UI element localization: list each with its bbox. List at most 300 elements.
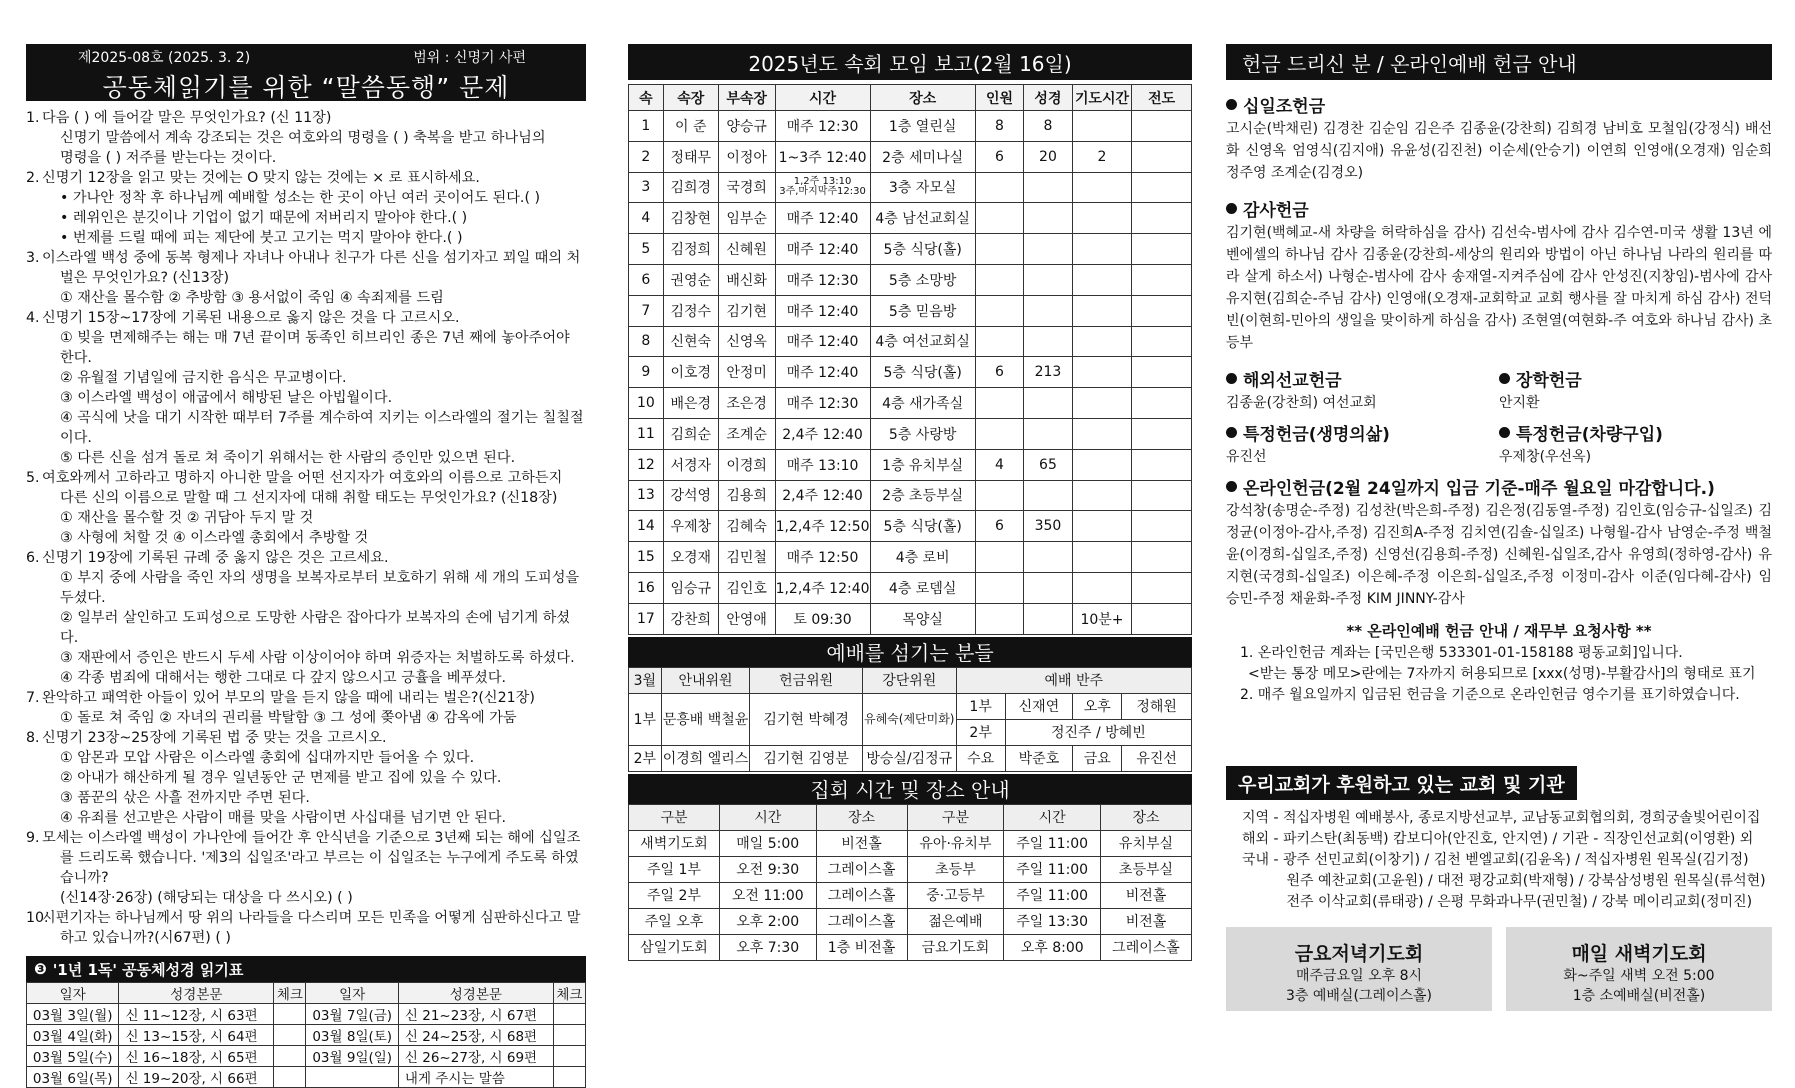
question-line bbox=[26, 388, 586, 408]
reading-col-header: 체크 bbox=[274, 983, 306, 1004]
meeting-cell: 오경재 bbox=[663, 542, 718, 573]
meeting-cell: 매주 12:50 bbox=[775, 542, 870, 573]
support-line: 전주 이삭교회(류태광) / 은평 무화과나무(권민철) / 강북 메이리교회(정미진) bbox=[1242, 894, 1753, 910]
duty-name: 박준호 bbox=[1005, 745, 1073, 771]
meeting-cell bbox=[1024, 603, 1072, 634]
question-line bbox=[26, 708, 586, 728]
meeting-cell: 5층 믿음방 bbox=[870, 295, 975, 326]
duty-label: 2부 bbox=[956, 719, 1005, 745]
meeting-row bbox=[629, 572, 1192, 603]
offering-names: 김기현 김영분 bbox=[750, 745, 863, 771]
question-line bbox=[26, 568, 586, 608]
meeting-cell: 5층 식당(홀) bbox=[870, 511, 975, 542]
question-line bbox=[26, 288, 586, 308]
question-line bbox=[26, 308, 586, 328]
schedule-cell: 주일 11:00 bbox=[1004, 856, 1101, 882]
question-number bbox=[26, 748, 42, 768]
schedule-row bbox=[629, 830, 1192, 856]
question-number bbox=[26, 228, 42, 248]
question-text: ② 일부러 살인하고 도피성으로 도망한 사람은 잡아다가 보복자의 손에 넘기게 하셨다. bbox=[60, 610, 571, 646]
question-number bbox=[26, 128, 42, 148]
meeting-cell: 4층 로비 bbox=[870, 542, 975, 573]
meeting-col-header: 장소 bbox=[870, 85, 975, 111]
meeting-cell: 16 bbox=[629, 572, 664, 603]
schedule-cell: 그레이스홀 bbox=[1100, 934, 1191, 960]
question-line bbox=[26, 228, 586, 248]
question-text: ③ 사형에 처할 것 ④ 이스라엘 총회에서 추방할 것 bbox=[60, 530, 369, 546]
question-number bbox=[26, 288, 42, 308]
schedule-cell: 주일 11:00 bbox=[1004, 830, 1101, 856]
question-text: 신명기 말씀에서 계속 강조되는 것은 여호와의 명령을 ( ) 축복을 받고 하나님의 bbox=[60, 130, 546, 146]
meeting-cell: 1,2,4주 12:50 bbox=[775, 511, 870, 542]
meeting-cell bbox=[1072, 295, 1132, 326]
bullet-icon bbox=[1499, 373, 1510, 384]
meeting-cell: 이 준 bbox=[663, 111, 718, 142]
meeting-cell bbox=[975, 388, 1023, 419]
meeting-cell: 김정수 bbox=[663, 295, 718, 326]
meeting-cell: 매주 12:40 bbox=[775, 295, 870, 326]
section-body: 김기현(백혜교-새 차량을 허락하심을 감사) 김선숙-범사에 감사 김수연-미국 생활 13년 에벤에셀의 하나님 감사 김종윤(강찬희-세상의 원리와 방법이 아닌 하나님 나라의 원리를 따라 살게 하소서) 나형순-범사에 감사 송재열-지켜주심에 감사 안성진(지창임)-범사에 감사 유지현(김희순-주님 감사) 인영애(오경재-교회학교 교회 행사를 잘 마치게 하심 감사) 전덕빈(이현희-민아의 생일을 맞이하게 하심을 감사) 조현열(여현화-주 여호와 하나님 감사) 초등부 bbox=[1226, 225, 1772, 351]
question-number bbox=[26, 808, 42, 828]
meeting-cell: 임승규 bbox=[663, 572, 718, 603]
question-list bbox=[26, 108, 586, 948]
meeting-cell: 8 bbox=[975, 111, 1023, 142]
question-number bbox=[26, 488, 42, 508]
question-line bbox=[26, 748, 586, 768]
reading-col-header: 성경본문 bbox=[119, 983, 274, 1004]
meeting-cell bbox=[1072, 449, 1132, 480]
reading-cell: 03월 9일(일) bbox=[306, 1046, 398, 1067]
meeting-row bbox=[629, 449, 1192, 480]
meeting-cell bbox=[975, 603, 1023, 634]
meeting-cell bbox=[1072, 234, 1132, 265]
question-line bbox=[26, 508, 586, 528]
meeting-cell bbox=[1072, 480, 1132, 511]
question-number: 2. bbox=[26, 170, 40, 186]
section-heading: 장학헌금 bbox=[1516, 370, 1582, 391]
meeting-col-header: 성경 bbox=[1024, 85, 1072, 111]
question-text: ① 돌로 쳐 죽임 ② 자녀의 권리를 박탈함 ③ 그 성에 쫒아냄 ④ 감옥에 가둠 bbox=[60, 710, 517, 726]
offering-title: 헌금 드리신 분 / 온라인예배 헌금 안내 bbox=[1226, 44, 1772, 80]
meeting-cell: 토 09:30 bbox=[775, 603, 870, 634]
meeting-cell bbox=[975, 480, 1023, 511]
meeting-cell bbox=[1132, 480, 1192, 511]
schedule-cell: 주일 11:00 bbox=[1004, 882, 1101, 908]
question-number bbox=[26, 928, 42, 948]
meeting-row bbox=[629, 480, 1192, 511]
question-text: 완악하고 패역한 아들이 있어 부모의 말을 듣지 않을 때에 내리는 벌은?(신21장) bbox=[42, 690, 535, 706]
schedule-cell: 금요기도회 bbox=[907, 934, 1004, 960]
question-text: • 가나안 정착 후 하나님께 예배할 성소는 한 곳이 아닌 여러 곳이어도 된다.( ) bbox=[60, 190, 541, 206]
meeting-cell: 10분+ bbox=[1072, 603, 1132, 634]
question-text: ④ 곡식에 낫을 대기 시작한 때부터 7주를 계수하여 지키는 이스라엘의 절기는 칠칠절이다. bbox=[60, 410, 584, 446]
meeting-cell: 강찬희 bbox=[663, 603, 718, 634]
servers-table bbox=[628, 667, 1192, 772]
schedule-cell: 오전 11:00 bbox=[719, 882, 816, 908]
question-number bbox=[26, 768, 42, 788]
question-line bbox=[26, 548, 586, 568]
question-line bbox=[26, 608, 586, 648]
meeting-cell bbox=[1024, 172, 1072, 203]
schedule-col-header: 장소 bbox=[1100, 804, 1191, 830]
question-text: 모세는 이스라엘 백성이 가나안에 들어간 후 안식년을 기준으로 3년째 되는 해에 십일조 bbox=[42, 830, 581, 846]
question-number: 4. bbox=[26, 310, 40, 326]
meeting-cell bbox=[1132, 264, 1192, 295]
meeting-cell: 매주 12:30 bbox=[775, 111, 870, 142]
section-body: 고시순(박채린) 김경찬 김순임 김은주 김종윤(강찬희) 김희경 남비호 모철임(강정식) 배선화 신영옥 엄영식(김지애) 유윤성(김진천) 이순세(안승기) 이연희 인영애(오경재) 임순희 정주영 조계순(김경오) bbox=[1226, 121, 1772, 181]
section-body: 안지환 bbox=[1499, 395, 1540, 411]
servers-title: 예배를 섬기는 분들 bbox=[628, 637, 1192, 667]
meeting-cell bbox=[1024, 326, 1072, 357]
question-number bbox=[26, 648, 42, 668]
meeting-table bbox=[628, 84, 1192, 635]
question-number bbox=[26, 508, 42, 528]
meeting-cell: 배은경 bbox=[663, 388, 718, 419]
time-line: 3주,마지막주12:30 bbox=[779, 186, 866, 198]
meeting-cell: 김정희 bbox=[663, 234, 718, 265]
question-number bbox=[26, 208, 42, 228]
meeting-cell: 김희순 bbox=[663, 418, 718, 449]
box-title: 금요저녁기도회 bbox=[1294, 943, 1424, 965]
schedule-cell: 오후 7:30 bbox=[719, 934, 816, 960]
reading-cell: 신 26~27장, 시 69편 bbox=[398, 1046, 553, 1067]
question-number bbox=[26, 568, 42, 608]
section-heading: 특정헌금(차량구입) bbox=[1516, 424, 1663, 445]
meeting-cell: 4층 로뎀실 bbox=[870, 572, 975, 603]
meeting-cell bbox=[1132, 234, 1192, 265]
meeting-cell: 1 bbox=[629, 111, 664, 142]
reading-cell: 03월 8일(토) bbox=[306, 1025, 398, 1046]
meeting-cell: 정태무 bbox=[663, 141, 718, 172]
service-label: 2부 bbox=[629, 745, 662, 771]
meeting-cell bbox=[1132, 511, 1192, 542]
meeting-title: 2025년도 속회 모임 보고(2월 16일) bbox=[628, 44, 1192, 80]
question-text: ① 빚을 면제해주는 해는 매 7년 끝이며 동족인 히브리인 종은 7년 째에 놓아주어야 한다. bbox=[60, 330, 570, 366]
reading-cell: 03월 7일(금) bbox=[306, 1004, 398, 1025]
reading-row bbox=[27, 1025, 586, 1046]
question-text: 신명기 19장에 기록된 규례 중 옳지 않은 것은 고르세요. bbox=[42, 550, 389, 566]
meeting-cell: 5층 식당(홀) bbox=[870, 234, 975, 265]
question-line bbox=[26, 928, 586, 948]
meeting-row bbox=[629, 388, 1192, 419]
meeting-cell bbox=[1132, 203, 1192, 234]
question-number bbox=[26, 328, 42, 368]
question-line bbox=[26, 788, 586, 808]
quiz-column bbox=[26, 44, 586, 1088]
schedule-cell: 젊은예배 bbox=[907, 908, 1004, 934]
meeting-cell bbox=[1024, 264, 1072, 295]
meeting-cell: 매주 12:40 bbox=[775, 203, 870, 234]
meeting-cell: 매주 12:30 bbox=[775, 388, 870, 419]
meeting-cell: 15 bbox=[629, 542, 664, 573]
meeting-cell: 2층 세미나실 bbox=[870, 141, 975, 172]
time-line: 1,2주 13:10 bbox=[793, 176, 852, 188]
schedule-cell: 초등부실 bbox=[1100, 856, 1191, 882]
meeting-cell bbox=[1024, 418, 1072, 449]
question-text: ① 재산을 몰수함 ② 추방함 ③ 용서없이 죽임 ④ 속죄제를 드림 bbox=[60, 290, 444, 306]
question-text: 신명기 12장을 읽고 맞는 것에는 O 맞지 않는 것에는 × 로 표시하세요. bbox=[42, 170, 480, 186]
meeting-cell: 매주 12:40 bbox=[775, 326, 870, 357]
question-number bbox=[26, 848, 42, 888]
meeting-cell: 2층 초등부실 bbox=[870, 480, 975, 511]
mission-scholar-row bbox=[1226, 366, 1772, 414]
section-body: 유진선 bbox=[1226, 449, 1267, 465]
meeting-cell: 안정미 bbox=[718, 357, 775, 388]
meeting-cell: 5층 소망방 bbox=[870, 264, 975, 295]
schedule-cell: 초등부 bbox=[907, 856, 1004, 882]
meeting-cell bbox=[1132, 572, 1192, 603]
reading-col-header: 일자 bbox=[27, 983, 119, 1004]
meeting-cell bbox=[1132, 418, 1192, 449]
quiz-title: 공동체읽기를 위한 “말씀동행” 문제 bbox=[26, 70, 586, 102]
meeting-row bbox=[629, 264, 1192, 295]
meeting-cell bbox=[1024, 572, 1072, 603]
question-number: 6. bbox=[26, 550, 40, 566]
reading-cell bbox=[274, 1067, 306, 1088]
meeting-cell: 213 bbox=[1024, 357, 1072, 388]
schedule-cell: 오후 8:00 bbox=[1004, 934, 1101, 960]
question-line bbox=[26, 828, 586, 848]
duty-name: 정진주 / 방혜빈 bbox=[1005, 719, 1191, 745]
reading-cell bbox=[553, 1004, 585, 1025]
question-line bbox=[26, 168, 586, 188]
question-line bbox=[26, 728, 586, 748]
meeting-cell: 조계순 bbox=[718, 418, 775, 449]
meeting-cell: 4층 남선교회실 bbox=[870, 203, 975, 234]
meeting-cell: 김민철 bbox=[718, 542, 775, 573]
meeting-cell bbox=[1072, 511, 1132, 542]
question-number bbox=[26, 528, 42, 548]
bullet-icon bbox=[1226, 373, 1237, 384]
meeting-cell: 목양실 bbox=[870, 603, 975, 634]
meeting-cell: 3 bbox=[629, 172, 664, 203]
question-line bbox=[26, 188, 586, 208]
meeting-cell bbox=[975, 326, 1023, 357]
meeting-cell: 이호경 bbox=[663, 357, 718, 388]
question-number bbox=[26, 608, 42, 648]
schedule-cell: 오후 2:00 bbox=[719, 908, 816, 934]
meeting-cell bbox=[1072, 326, 1132, 357]
schedule-cell: 매일 5:00 bbox=[719, 830, 816, 856]
guide-names: 이경희 엘리스 bbox=[661, 745, 750, 771]
schedule-cell: 비전홀 bbox=[816, 830, 907, 856]
meeting-cell: 양승규 bbox=[718, 111, 775, 142]
altar-names: 방승실/김정규 bbox=[862, 745, 956, 771]
offering-header: 헌금위원 bbox=[750, 667, 863, 693]
meeting-cell bbox=[1132, 357, 1192, 388]
notice-item: 2. 매주 월요일까지 입금된 헌금을 기준으로 온라인헌금 영수기를 표기하였습니다. bbox=[1240, 687, 1740, 703]
meeting-cell: 신혜원 bbox=[718, 234, 775, 265]
schedule-cell: 주일 2부 bbox=[629, 882, 720, 908]
meeting-cell: 1층 유치부실 bbox=[870, 449, 975, 480]
schedule-table bbox=[628, 804, 1192, 961]
meeting-cell bbox=[1132, 295, 1192, 326]
section-heading: 온라인헌금(2월 24일까지 입금 기준-매주 월요일 마감합니다.) bbox=[1243, 478, 1715, 499]
meeting-cell: 안영애 bbox=[718, 603, 775, 634]
reading-cell: 신 21~23장, 시 67편 bbox=[398, 1004, 553, 1025]
question-text: 신명기 23장~25장에 기록된 법 중 맞는 것을 고르시오. bbox=[42, 730, 387, 746]
meeting-cell: 1,2,4주 12:40 bbox=[775, 572, 870, 603]
reading-table bbox=[26, 982, 586, 1088]
meeting-cell bbox=[1072, 264, 1132, 295]
question-text: 를 드리도록 했습니다. '제3의 십일조'라고 부르는 이 십일조는 누구에게 주도록 하였습니까? bbox=[60, 850, 579, 886]
info-icon: ❸ bbox=[34, 960, 47, 978]
schedule-cell: 주일 오후 bbox=[629, 908, 720, 934]
duty-label: 오후 bbox=[1073, 693, 1122, 719]
meeting-cell bbox=[1072, 572, 1132, 603]
schedule-row bbox=[629, 934, 1192, 960]
question-number bbox=[26, 668, 42, 688]
section-heading: 해외선교헌금 bbox=[1243, 370, 1342, 391]
section-body: 강석창(송명순-주정) 김성찬(박은희-주정) 김은정(김동열-주정) 김인호(임승규-십일조) 김정균(이정아-감사,주정) 김진희A-주정 김치연(김솔-십일조) 나형월-감사 남영순-주정 백철윤(이경희-십일조,주정) 신영선(김용희-주정) 신혜원-십일조,감사 유영희(정하영-감사) 유지현(국경희-십일조) 이은혜-주정 이은희-십일조,주정 이정미-감사 이준(임다혜-감사) 임승민-주정 채윤화-주정 KIM JINNY-감사 bbox=[1226, 503, 1772, 607]
meeting-cell: 10 bbox=[629, 388, 664, 419]
question-text: 하고 있습니까?(시67편) ( ) bbox=[60, 930, 231, 946]
schedule-col-header: 구분 bbox=[907, 804, 1004, 830]
meeting-cell: 6 bbox=[975, 357, 1023, 388]
question-number bbox=[26, 788, 42, 808]
meeting-col-header: 인원 bbox=[975, 85, 1023, 111]
reading-cell: 신 19~20장, 시 66편 bbox=[119, 1067, 274, 1088]
meeting-row bbox=[629, 234, 1192, 265]
question-number: 3. bbox=[26, 250, 40, 266]
question-text: ④ 유죄를 선고받은 사람이 매를 맞을 사람이면 사십대를 넘기면 안 된다. bbox=[60, 810, 507, 826]
question-text: 이스라엘 백성 중에 동복 형제나 자녀나 아내나 친구가 다른 신을 섬기자고 꾀일 때의 처 bbox=[42, 250, 581, 266]
reading-cell bbox=[553, 1025, 585, 1046]
reading-cell bbox=[306, 1067, 398, 1088]
schedule-cell: 삼일기도회 bbox=[629, 934, 720, 960]
meeting-cell: 임부순 bbox=[718, 203, 775, 234]
question-number bbox=[26, 148, 42, 168]
tithe-section bbox=[1226, 92, 1772, 184]
meeting-col-header: 전도 bbox=[1132, 85, 1192, 111]
reading-col-header: 체크 bbox=[553, 983, 585, 1004]
reading-row bbox=[27, 1046, 586, 1067]
meeting-cell: 김창현 bbox=[663, 203, 718, 234]
question-line bbox=[26, 108, 586, 128]
meeting-col-header: 부속장 bbox=[718, 85, 775, 111]
meeting-row bbox=[629, 357, 1192, 388]
online-section bbox=[1226, 474, 1772, 610]
friday-prayer-box bbox=[1226, 927, 1492, 1011]
schedule-cell: 비전홀 bbox=[1100, 882, 1191, 908]
question-number bbox=[26, 388, 42, 408]
meeting-column bbox=[628, 44, 1192, 961]
offering-column bbox=[1226, 44, 1772, 1011]
question-text: • 번제를 드릴 때에 피는 제단에 붓고 고기는 먹지 말아야 한다.( ) bbox=[60, 230, 463, 246]
bullet-icon bbox=[1226, 99, 1237, 110]
reading-cell bbox=[553, 1067, 585, 1088]
meeting-cell: 3층 자모실 bbox=[870, 172, 975, 203]
meeting-cell bbox=[1024, 234, 1072, 265]
meeting-cell: 신현숙 bbox=[663, 326, 718, 357]
meeting-cell bbox=[1132, 111, 1192, 142]
meeting-cell: 2,4주 12:40 bbox=[775, 418, 870, 449]
question-text: ② 아내가 해산하게 될 경우 일년동안 군 면제를 받고 집에 있을 수 있다. bbox=[60, 770, 502, 786]
duty-header: 예배 반주 bbox=[956, 667, 1191, 693]
section-body: 우제창(우선옥) bbox=[1499, 449, 1592, 465]
offering-names: 김기현 박혜경 bbox=[750, 693, 863, 745]
question-line bbox=[26, 528, 586, 548]
schedule-col-header: 시간 bbox=[1004, 804, 1101, 830]
guide-names: 문흥배 백철윤 bbox=[661, 693, 750, 745]
question-line bbox=[26, 888, 586, 908]
schedule-cell: 유치부실 bbox=[1100, 830, 1191, 856]
meeting-cell bbox=[1072, 172, 1132, 203]
bullet-icon bbox=[1499, 427, 1510, 438]
question-number: 1. bbox=[26, 110, 40, 126]
prayer-boxes bbox=[1226, 927, 1772, 1011]
question-line bbox=[26, 408, 586, 448]
schedule-cell: 그레이스홀 bbox=[816, 856, 907, 882]
thanks-section bbox=[1226, 196, 1772, 354]
meeting-cell: 1층 열린실 bbox=[870, 111, 975, 142]
meeting-row bbox=[629, 603, 1192, 634]
box-line: 매주금요일 오후 8시 bbox=[1296, 968, 1422, 984]
question-text: 여호와께서 고하라고 명하지 아니한 말을 어떤 선지자가 여호와의 이름으로 고하든지 bbox=[42, 470, 563, 486]
meeting-cell: 매주 12:40 bbox=[775, 234, 870, 265]
section-heading: 십일조헌금 bbox=[1243, 96, 1326, 117]
meeting-cell bbox=[975, 418, 1023, 449]
meeting-cell: 4 bbox=[629, 203, 664, 234]
box-title: 매일 새벽기도회 bbox=[1571, 943, 1707, 965]
meeting-cell bbox=[1072, 357, 1132, 388]
duty-label: 수요 bbox=[956, 745, 1005, 771]
meeting-cell: 9 bbox=[629, 357, 664, 388]
schedule-cell: 주일 1부 bbox=[629, 856, 720, 882]
question-line bbox=[26, 468, 586, 488]
bullet-icon bbox=[1226, 203, 1237, 214]
issue-number: 제2025-08호 (2025. 3. 2) bbox=[78, 50, 251, 66]
meeting-cell: 7 bbox=[629, 295, 664, 326]
altar-header: 강단위원 bbox=[862, 667, 956, 693]
meeting-cell: 이정아 bbox=[718, 141, 775, 172]
question-number: 5. bbox=[26, 470, 40, 486]
question-text: • 레위인은 분깃이나 기업이 없기 때문에 저버리지 말아야 한다.( ) bbox=[60, 210, 468, 226]
meeting-cell: 12 bbox=[629, 449, 664, 480]
meeting-cell bbox=[975, 203, 1023, 234]
schedule-cell: 그레이스홀 bbox=[816, 908, 907, 934]
schedule-cell: 유아·유치부 bbox=[907, 830, 1004, 856]
schedule-cell: 새벽기도회 bbox=[629, 830, 720, 856]
meeting-cell: 2 bbox=[629, 141, 664, 172]
question-line bbox=[26, 328, 586, 368]
meeting-cell: 매주 12:40 bbox=[775, 357, 870, 388]
schedule-cell: 1층 비전홀 bbox=[816, 934, 907, 960]
meeting-cell: 350 bbox=[1024, 511, 1072, 542]
reading-cell: 03월 3일(월) bbox=[27, 1004, 119, 1025]
schedule-row bbox=[629, 882, 1192, 908]
meeting-cell: 김용희 bbox=[718, 480, 775, 511]
question-line bbox=[26, 268, 586, 288]
meeting-cell bbox=[975, 572, 1023, 603]
question-number bbox=[26, 188, 42, 208]
reading-plan-header bbox=[26, 956, 586, 982]
support-line: 원주 예찬교회(고윤원) / 대전 평강교회(박재형) / 강북삼성병원 원목실(류석현) bbox=[1242, 873, 1766, 889]
meeting-cell: 11 bbox=[629, 418, 664, 449]
meeting-cell bbox=[1132, 603, 1192, 634]
meeting-row bbox=[629, 141, 1192, 172]
question-number: 7. bbox=[26, 690, 40, 706]
question-line bbox=[26, 848, 586, 888]
schedule-cell: 중·고등부 bbox=[907, 882, 1004, 908]
question-text: ③ 재판에서 증인은 반드시 두세 사람 이상이어야 하며 위증자는 처벌하도록 하셨다. bbox=[60, 650, 575, 666]
issue-header bbox=[26, 44, 586, 70]
support-line: 지역 - 적십자병원 예배봉사, 종로지방선교부, 교남동교회협의회, 경희궁솔빛어린이집 bbox=[1242, 810, 1761, 826]
schedule-col-header: 구분 bbox=[629, 804, 720, 830]
month-cell: 3월 bbox=[629, 667, 662, 693]
bullet-icon bbox=[1226, 427, 1237, 438]
duty-label: 1부 bbox=[956, 693, 1005, 719]
